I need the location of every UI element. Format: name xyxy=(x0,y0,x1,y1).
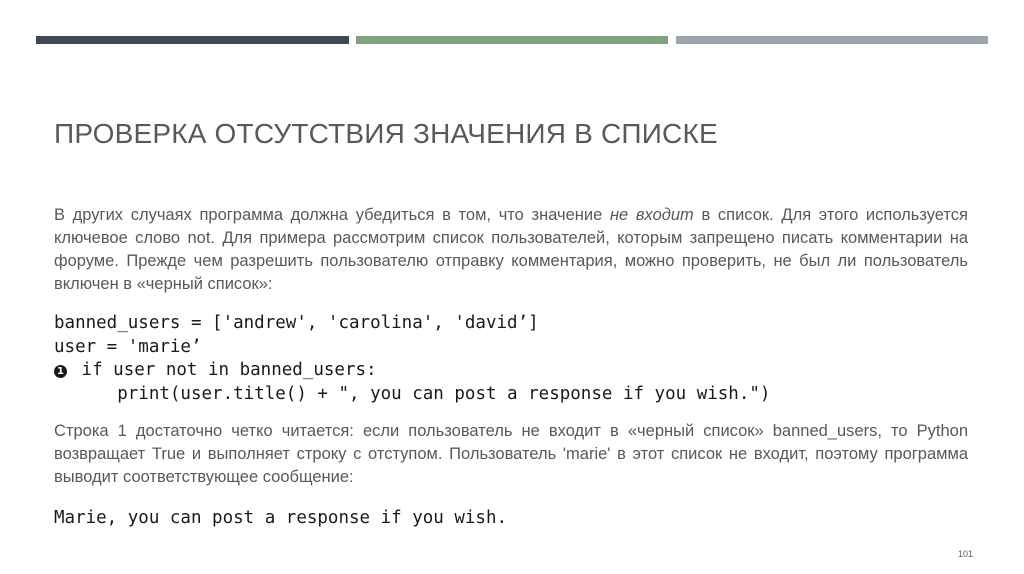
code-line-3 xyxy=(54,359,770,383)
code-block xyxy=(54,312,770,406)
intro-text-italic: не входит xyxy=(609,206,694,224)
intro-text-before: В других случаях программа должна убедиться в том, что значение xyxy=(54,206,610,224)
code-line-2: user = 'marie’ xyxy=(54,336,202,357)
explanation-paragraph: Строка 1 достаточно четко читается: если пользователь не входит в «черный список» banned_users, то Python возвращает True и выполняет строку с отступом. Пользователь 'marie' в этот список не входит, поэтому программа выводит соответствующее сообщение: xyxy=(54,422,968,486)
header-bar-green xyxy=(356,36,668,44)
header-bar-dark xyxy=(36,36,349,44)
intro-text-after: в список. Для этого используется ключевое слово not. Для примера рассмотрим список пользователей, которым запрещено писать комментарии на форуме. Прежде чем разрешить пользователю отправку комментария, можно проверить, не был ли пользователь включен в «черный список»: xyxy=(54,206,968,293)
intro-paragraph xyxy=(54,204,968,296)
line-number-marker-icon: 1 xyxy=(54,365,67,378)
code-line-4-text: print(user.title() + ", you can post a response if you wish.") xyxy=(75,383,771,404)
page-number: 101 xyxy=(958,549,974,559)
code-line-3-text: if user not in banned_users: xyxy=(81,360,377,380)
slide-title: ПРОВЕРКА ОТСУТСТВИЯ ЗНАЧЕНИЯ В СПИСКЕ xyxy=(54,118,718,149)
program-output: Marie, you can post a response if you wish. xyxy=(54,508,508,528)
code-line-1: banned_users = ['andrew', 'carolina', 'david’] xyxy=(54,313,539,333)
header-bar-gray xyxy=(676,36,988,44)
code-line-4 xyxy=(54,383,770,407)
